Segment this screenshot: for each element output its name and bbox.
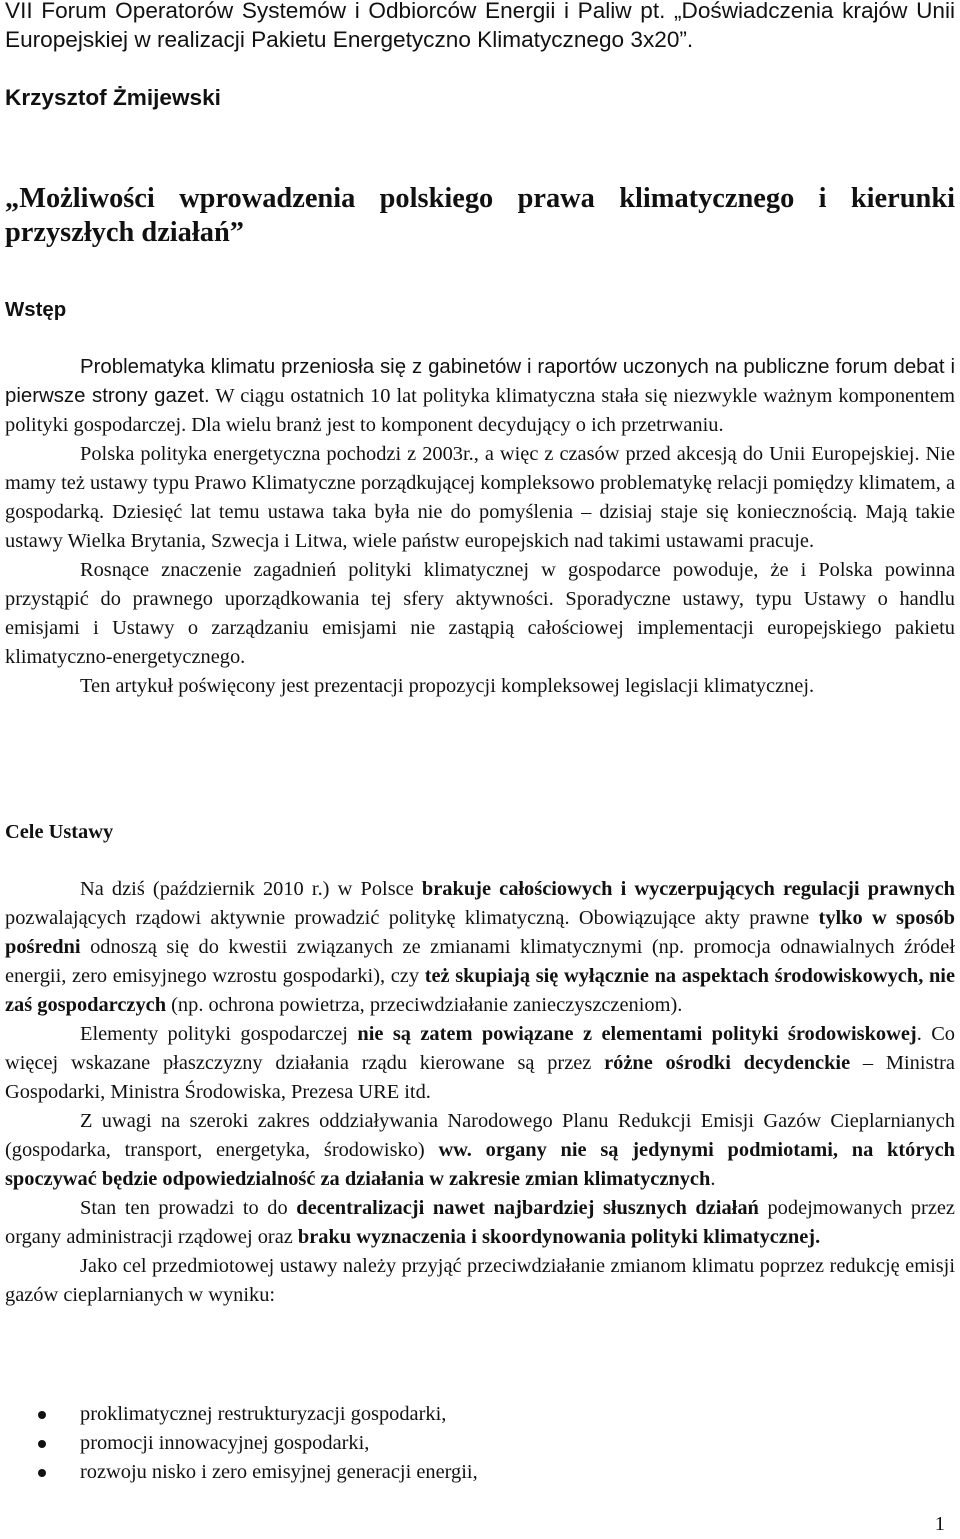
bold-text-run: braku wyznaczenia i skoordynowania polityki klimatycznej. bbox=[297, 1226, 821, 1248]
text-run: odnoszą się do kwestii związanych ze zmianami klimatycznymi (np. promocja odnawialnych źródeł energii, zero emisyjnego wzrostu gospodarki), czy bbox=[5, 936, 955, 987]
bold-text-run: nie są zatem powiązane z elementami polityki środowiskowej bbox=[357, 1023, 917, 1045]
list-item bbox=[5, 1400, 955, 1429]
text-run: pozwalających rządowi aktywnie prowadzić politykę klimatyczną. Obowiązujące akty prawne bbox=[5, 907, 819, 929]
text-run: Jako cel przedmiotowej ustawy należy przyjąć przeciwdziałanie zmianom klimatu poprzez redukcję emisji gazów cieplarnianych w wyniku: bbox=[5, 1255, 955, 1306]
list-item-text: promocji innowacyjnej gospodarki, bbox=[80, 1432, 370, 1454]
paragraph bbox=[5, 875, 955, 1020]
paragraph bbox=[5, 556, 955, 672]
text-run: Z uwagi na szeroki zakres oddziaływania Narodowego Planu Redukcji Emisji Gazów Cieplarnianych (gospodarka, transport, energetyka, środowisko) bbox=[5, 1110, 955, 1161]
text-run: Polska polityka energetyczna pochodzi z 2003r., a więc z czasów przed akcesją do Unii Europejskiej. Nie mamy też ustawy typu Prawo Klimatyczne porządkującej kompleksowo problematykę relacji pomiędzy klimatem, a gospodarką. Dziesięć lat temu ustawa taka była nie do pomyślenia – dzisiaj staje się koniecznością. Mają takie ustawy Wielka Brytania, Szwecja i Litwa, wiele państw europejskich nad takimi ustawami pracuje. bbox=[5, 443, 955, 552]
list-item-text: proklimatycznej restrukturyzacji gospodarki, bbox=[80, 1403, 447, 1425]
author-name: Krzysztof Żmijewski bbox=[5, 85, 221, 110]
list-item-text: rozwoju nisko i zero emisyjnej generacji energii, bbox=[80, 1461, 478, 1483]
intro-section bbox=[5, 353, 955, 701]
goal-bullet-list bbox=[5, 1400, 955, 1487]
paragraph bbox=[5, 672, 955, 701]
paragraph bbox=[5, 1252, 955, 1310]
article-title: „Możliwości wprowadzenia polskiego prawa klimatycznego i kierunki przyszłych działań” bbox=[5, 183, 955, 248]
text-run: W ciągu ostatnich 10 lat polityka klimatyczna stała się niezwykle ważnym komponentem polityki gospodarczej. Dla wielu branż jest to komponent decydujący o ich przetrwaniu. bbox=[5, 385, 955, 436]
paragraph bbox=[5, 1020, 955, 1107]
section-heading-goals: Cele Ustawy bbox=[5, 821, 114, 843]
paragraph bbox=[5, 440, 955, 556]
bold-text-run: tylko w sposób pośredni bbox=[5, 907, 955, 958]
bold-text-run: też skupiają się wyłącznie na aspektach środowiskowych, nie zaś gospodarczych bbox=[5, 965, 955, 1016]
text-run: podejmowanych przez organy administracji rządowej oraz bbox=[5, 1197, 955, 1248]
bold-text-run: różne ośrodki decydenckie bbox=[604, 1052, 851, 1074]
bullet-icon bbox=[38, 1469, 46, 1477]
text-run: Problematyka klimatu przeniosła się z gabinetów i raportów uczonych na publiczne forum debat i pierwsze strony gazet. bbox=[5, 356, 955, 407]
text-run: Stan ten prowadzi to do bbox=[80, 1197, 297, 1219]
list-item bbox=[5, 1458, 955, 1487]
text-run: . Co więcej wskazane płaszczyzny działania rządu kierowane są przez bbox=[5, 1023, 955, 1074]
bold-text-run: brakuje całościowych i wyczerpujących regulacji prawnych bbox=[421, 878, 955, 900]
bold-text-run: decentralizacji nawet najbardziej słusznych działań bbox=[296, 1197, 759, 1219]
conference-header: VII Forum Operatorów Systemów i Odbiorców Energii i Paliw pt. „Doświadczenia krajów Unii Europejskiej w realizacji Pakietu Energetyczno Klimatycznego 3x20”. bbox=[5, 0, 955, 52]
page-number: 1 bbox=[934, 1513, 945, 1535]
text-run: . bbox=[710, 1168, 716, 1190]
text-run: Rosnące znaczenie zagadnień polityki klimatycznej w gospodarce powoduje, że i Polska powinna przystąpić do prawnego uporządkowania tej sfery aktywności. Sporadyczne ustawy, typu Ustawy o handlu emisjami i Ustawy o zarządzaniu emisjami nie zastąpią całościowej implementacji europejskiego pakietu klimatyczno-energetycznego. bbox=[5, 559, 955, 668]
paragraph bbox=[5, 353, 955, 440]
text-run: (np. ochrona powietrza, przeciwdziałanie zanieczyszczeniom). bbox=[166, 994, 683, 1016]
paragraph bbox=[5, 1107, 955, 1194]
text-run: Elementy polityki gospodarczej bbox=[80, 1023, 358, 1045]
bold-text-run: ww. organy nie są jedynymi podmiotami, na których spoczywać będzie odpowiedzialność za działania w zakresie zmian klimatycznych bbox=[5, 1139, 955, 1190]
text-run: – Ministra Gospodarki, Ministra Środowiska, Prezesa URE itd. bbox=[5, 1052, 955, 1103]
text-run: Ten artykuł poświęcony jest prezentacji propozycji kompleksowej legislacji klimatycznej. bbox=[80, 675, 815, 697]
list-item bbox=[5, 1429, 955, 1458]
bullet-icon bbox=[38, 1411, 46, 1419]
paragraph bbox=[5, 1194, 955, 1252]
bullet-icon bbox=[38, 1440, 46, 1448]
goals-section bbox=[5, 875, 955, 1310]
section-heading-intro: Wstęp bbox=[5, 299, 67, 321]
text-run: Na dziś (październik 2010 r.) w Polsce bbox=[80, 878, 422, 900]
